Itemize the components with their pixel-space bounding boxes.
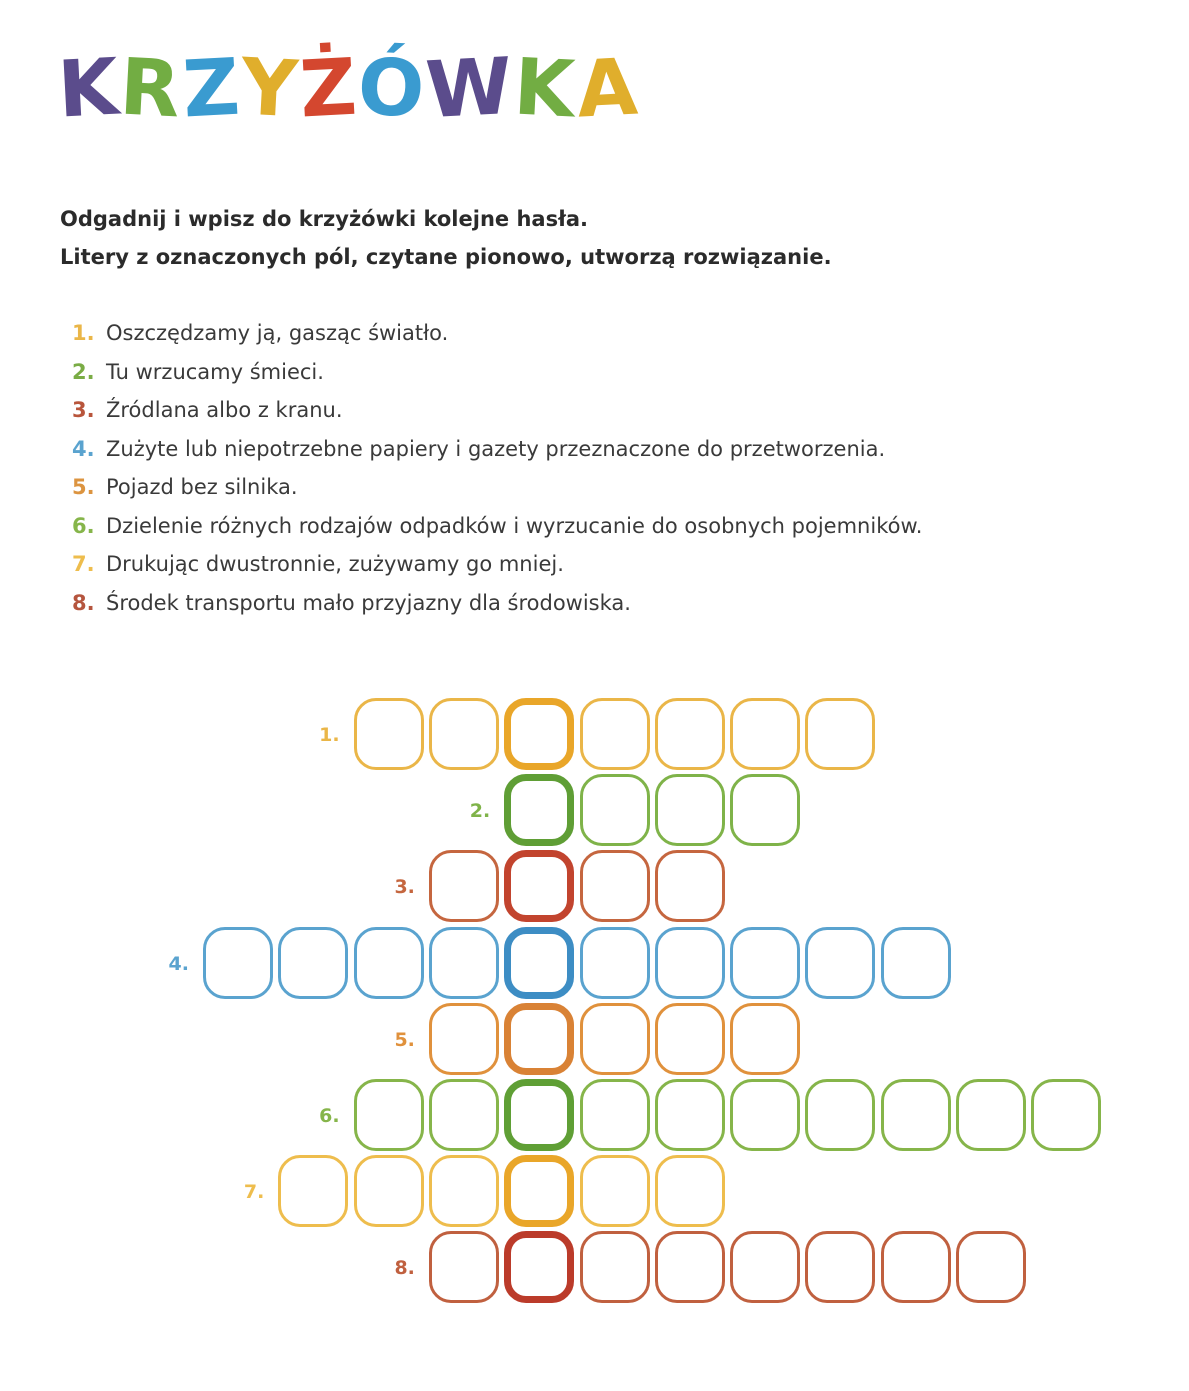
clue-text: Oszczędzamy ją, gasząc światło. — [106, 321, 449, 345]
letter-cell[interactable] — [580, 1003, 650, 1075]
letter-cell[interactable] — [655, 1079, 725, 1151]
letter-cell[interactable] — [580, 1079, 650, 1151]
letter-cell[interactable] — [805, 698, 875, 770]
letter-cell[interactable] — [730, 1079, 800, 1151]
letter-cell[interactable] — [881, 1231, 951, 1303]
row-number: 2. — [469, 800, 491, 823]
letter-cell[interactable] — [429, 698, 499, 770]
title-letter: Y — [238, 42, 302, 136]
letter-cell[interactable] — [580, 1155, 650, 1227]
clue-number: 8. — [72, 590, 95, 615]
clue-text: Tu wrzucamy śmieci. — [106, 359, 324, 384]
title-letter: A — [574, 42, 642, 136]
solution-cell[interactable] — [504, 774, 574, 846]
clue-text: Drukując dwustronnie, zużywamy go mniej. — [106, 552, 564, 576]
letter-cell[interactable] — [655, 1003, 725, 1075]
letter-cell[interactable] — [956, 1079, 1026, 1151]
letter-cell[interactable] — [730, 698, 800, 770]
row-number: 4. — [168, 952, 189, 975]
title-letter: W — [424, 41, 517, 137]
solution-cell[interactable] — [504, 1155, 574, 1227]
letter-cell[interactable] — [655, 927, 725, 999]
letter-cell[interactable] — [655, 774, 725, 846]
clue-number: 6. — [72, 513, 95, 538]
letter-cell[interactable] — [203, 927, 273, 999]
letter-cell[interactable] — [655, 1231, 725, 1303]
letter-cell[interactable] — [580, 927, 650, 999]
clue-number: 4. — [72, 436, 95, 461]
clue-text: Pojazd bez silnika. — [106, 475, 298, 499]
letter-cell[interactable] — [429, 1155, 499, 1227]
instruction-line-1: Odgadnij i wpisz do krzyżówki kolejne hasła. — [60, 207, 589, 231]
letter-cell[interactable] — [354, 1155, 424, 1227]
solution-cell[interactable] — [504, 1003, 574, 1075]
letter-cell[interactable] — [429, 1079, 499, 1151]
title-letter: Ż — [297, 42, 361, 136]
title-letter: Z — [180, 42, 244, 136]
letter-cell[interactable] — [655, 698, 725, 770]
letter-cell[interactable] — [1031, 1079, 1101, 1151]
letter-cell[interactable] — [429, 1003, 499, 1075]
letter-cell[interactable] — [580, 1231, 650, 1303]
letter-cell[interactable] — [805, 927, 875, 999]
row-number: 1. — [319, 724, 340, 746]
clue-text: Środek transportu mało przyjazny dla środowiska. — [106, 590, 631, 615]
letter-cell[interactable] — [956, 1231, 1026, 1303]
instruction-line-2: Litery z oznaczonych pól, czytane pionowo, utworzą rozwiązanie. — [60, 245, 832, 269]
letter-cell[interactable] — [429, 850, 499, 922]
clue-text: Dzielenie różnych rodzajów odpadków i wyrzucanie do osobnych pojemników. — [106, 513, 923, 538]
row-number: 3. — [394, 876, 415, 899]
clue-text: Zużyte lub niepotrzebne papiery i gazety przeznaczone do przetworzenia. — [106, 436, 886, 461]
letter-cell[interactable] — [354, 698, 424, 770]
row-number: 8. — [394, 1257, 415, 1280]
letter-cell[interactable] — [429, 927, 499, 999]
title-letter: K — [55, 42, 123, 136]
solution-cell[interactable] — [504, 850, 574, 922]
letter-cell[interactable] — [730, 927, 800, 999]
row-number: 6. — [319, 1105, 340, 1127]
letter-cell[interactable] — [805, 1231, 875, 1303]
letter-cell[interactable] — [354, 927, 424, 999]
clue-number: 3. — [72, 398, 95, 422]
letter-cell[interactable] — [730, 1003, 800, 1075]
letter-cell[interactable] — [580, 698, 650, 770]
row-number: 7. — [243, 1181, 265, 1204]
letter-cell[interactable] — [805, 1079, 875, 1151]
letter-cell[interactable] — [881, 1079, 951, 1151]
letter-cell[interactable] — [429, 1231, 499, 1303]
letter-cell[interactable] — [655, 1155, 725, 1227]
solution-cell[interactable] — [504, 1079, 574, 1151]
clue-number: 2. — [72, 359, 95, 384]
letter-cell[interactable] — [580, 850, 650, 922]
solution-cell[interactable] — [504, 1231, 574, 1303]
clue-number: 7. — [72, 552, 95, 576]
solution-cell[interactable] — [504, 927, 574, 999]
letter-cell[interactable] — [580, 774, 650, 846]
row-number: 5. — [394, 1028, 415, 1051]
title-letter: R — [118, 42, 185, 136]
solution-cell[interactable] — [504, 698, 574, 770]
clue-number: 1. — [72, 321, 95, 345]
letter-cell[interactable] — [730, 774, 800, 846]
title-letter: Ó — [355, 42, 429, 136]
title-letter: K — [512, 42, 580, 136]
letter-cell[interactable] — [278, 1155, 348, 1227]
letter-cell[interactable] — [354, 1079, 424, 1151]
letter-cell[interactable] — [730, 1231, 800, 1303]
letter-cell[interactable] — [655, 850, 725, 922]
letter-cell[interactable] — [881, 927, 951, 999]
clue-number: 5. — [72, 475, 95, 499]
letter-cell[interactable] — [278, 927, 348, 999]
clue-text: Źródlana albo z kranu. — [106, 398, 343, 422]
